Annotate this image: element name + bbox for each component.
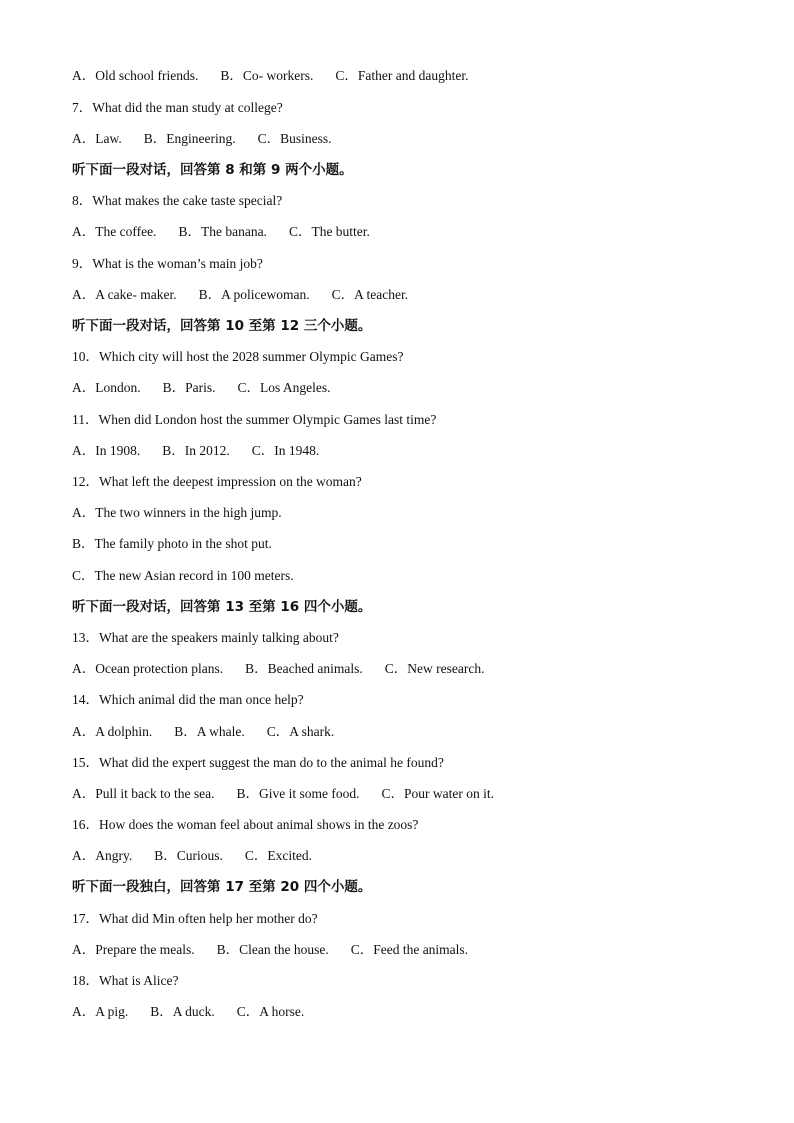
option-c: C．New research. — [384, 661, 485, 676]
section-heading-q17-20: 听下面一段独白，回答第 17 至第 20 四个小题。 — [72, 879, 372, 895]
answer-options-q16 — [72, 847, 754, 865]
question-16: 16．How does the woman feel about animal shows in the zoos? — [72, 817, 419, 832]
answer-options-q9 — [72, 286, 754, 304]
option-b: B．Give it some food. — [236, 786, 360, 801]
option-b: B．A duck. — [150, 1004, 215, 1019]
option-c: C．The new Asian record in 100 meters. — [72, 568, 294, 583]
question-18: 18．What is Alice? — [72, 973, 179, 988]
option-b: B．In 2012. — [162, 443, 230, 458]
question-17: 17．What did Min often help her mother do? — [72, 911, 318, 926]
answer-options-q6 — [72, 67, 754, 85]
option-a: A．Old school friends. — [72, 68, 199, 83]
option-b: B．Curious. — [154, 848, 223, 863]
question-13: 13．What are the speakers mainly talking about? — [72, 630, 339, 645]
option-b: B．Paris. — [162, 380, 216, 395]
section-heading-q8-9: 听下面一段对话，回答第 8 和第 9 两个小题。 — [72, 162, 353, 178]
answer-options-q7 — [72, 130, 754, 148]
option-b: B．Beached animals. — [245, 661, 363, 676]
option-c: C．In 1948. — [251, 443, 320, 458]
option-a: A．The coffee. — [72, 224, 157, 239]
option-b: B．The banana. — [178, 224, 267, 239]
option-a: A．The two winners in the high jump. — [72, 505, 282, 520]
option-b: B．Clean the house. — [216, 942, 329, 957]
option-b: B．Engineering. — [143, 131, 236, 146]
option-c: C．A teacher. — [331, 287, 409, 302]
option-a: A．Law. — [72, 131, 122, 146]
question-12: 12．What left the deepest impression on the woman? — [72, 474, 362, 489]
section-heading-q10-12: 听下面一段对话，回答第 10 至第 12 三个小题。 — [72, 318, 372, 334]
question-11: 11．When did London host the summer Olympic Games last time? — [72, 412, 437, 427]
option-b: B．Co- workers. — [220, 68, 314, 83]
option-c: C．Los Angeles. — [237, 380, 331, 395]
question-8: 8．What makes the cake taste special? — [72, 193, 283, 208]
option-b: B．The family photo in the shot put. — [72, 536, 272, 551]
option-c: C．The butter. — [288, 224, 370, 239]
option-c: C．A shark. — [266, 724, 335, 739]
question-10: 10．Which city will host the 2028 summer Olympic Games? — [72, 349, 404, 364]
question-9: 9．What is the woman’s main job? — [72, 256, 263, 271]
answer-options-q11 — [72, 442, 754, 460]
option-c: C．Business. — [257, 131, 332, 146]
option-c: C．Pour water on it. — [381, 786, 494, 801]
option-b: B．A whale. — [174, 724, 245, 739]
option-b: B．A policewoman. — [198, 287, 310, 302]
question-14: 14．Which animal did the man once help? — [72, 692, 304, 707]
option-a: A．A cake- maker. — [72, 287, 177, 302]
answer-options-q18 — [72, 1003, 754, 1021]
option-a: A．London. — [72, 380, 141, 395]
option-a: A．A dolphin. — [72, 724, 153, 739]
option-c: C．Feed the animals. — [350, 942, 469, 957]
option-c: C．Father and daughter. — [335, 68, 469, 83]
answer-options-q13 — [72, 660, 754, 678]
option-a: A．A pig. — [72, 1004, 129, 1019]
section-heading-q13-16: 听下面一段对话，回答第 13 至第 16 四个小题。 — [72, 599, 372, 615]
answer-options-q8 — [72, 223, 754, 241]
option-a: A．Angry. — [72, 848, 133, 863]
option-a: A．Pull it back to the sea. — [72, 786, 215, 801]
answer-options-q15 — [72, 785, 754, 803]
option-c: C．A horse. — [236, 1004, 305, 1019]
question-7: 7．What did the man study at college? — [72, 100, 283, 115]
answer-options-q14 — [72, 723, 754, 741]
answer-options-q10 — [72, 379, 754, 397]
answer-options-q17 — [72, 941, 754, 959]
question-15: 15．What did the expert suggest the man do to the animal he found? — [72, 755, 444, 770]
option-a: A．Ocean protection plans. — [72, 661, 224, 676]
option-a: A．Prepare the meals. — [72, 942, 195, 957]
option-c: C．Excited. — [244, 848, 313, 863]
option-a: A．In 1908. — [72, 443, 141, 458]
